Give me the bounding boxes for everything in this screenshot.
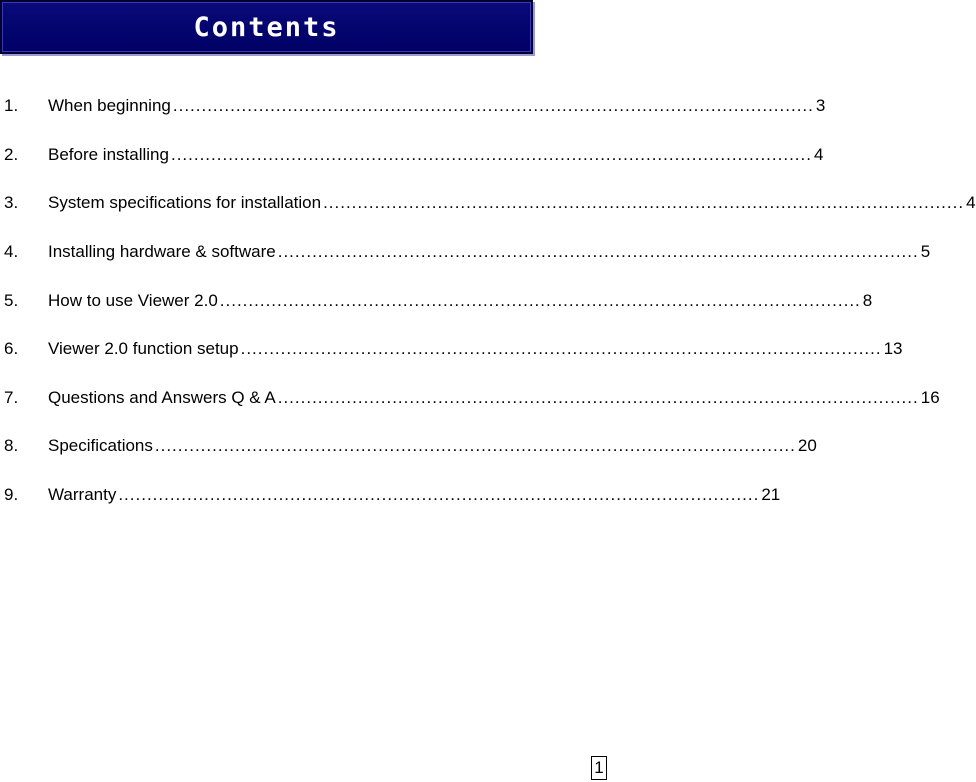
toc-entry-label: Warranty (48, 485, 117, 505)
toc-entry-page: 16 (920, 387, 940, 407)
toc-entry-label: How to use Viewer 2.0 (48, 290, 218, 310)
toc-entry (0, 374, 940, 423)
contents-title-banner (0, 0, 533, 54)
toc-entry-number: 4. (4, 242, 19, 262)
toc-dot-leader: ................................................................................................................ (170, 144, 812, 164)
toc-dot-leader: ................................................................................................................ (172, 96, 814, 116)
toc-entry-page: 8 (862, 290, 873, 310)
toc-entry-number: 7. (4, 387, 19, 407)
toc-entry-number: 8. (4, 436, 19, 456)
toc-entry-label: System specifications for installation (48, 193, 322, 213)
toc-entry (0, 179, 976, 228)
toc-dot-leader: ................................................................................................................ (277, 387, 919, 407)
toc-entry-number: 2. (4, 144, 19, 164)
toc-entry (0, 82, 826, 131)
toc-entry (0, 276, 873, 325)
toc-entry-label: Questions and Answers Q & A (48, 387, 276, 407)
toc-entry-number: 9. (4, 485, 19, 505)
toc-entry-page: 4 (966, 193, 976, 213)
toc-entry-page: 3 (815, 96, 826, 116)
toc-entry-line (48, 96, 826, 116)
toc-dot-leader: ................................................................................................................ (219, 290, 861, 310)
toc-entry (0, 131, 824, 180)
toc-entry-number: 5. (4, 290, 19, 310)
toc-entry-line (48, 144, 824, 165)
toc-entry-number: 1. (4, 96, 19, 116)
toc-entry-line (48, 242, 931, 262)
toc-entry-label: Viewer 2.0 function setup (48, 339, 239, 359)
toc-entry-page: 20 (797, 436, 817, 456)
toc-entry-line (48, 387, 940, 408)
toc-entry-label: Specifications (48, 436, 153, 456)
toc-entry (0, 471, 781, 520)
page-number: 1 (591, 756, 607, 780)
toc-entry (0, 228, 931, 277)
toc-entry-line (48, 290, 873, 311)
toc-dot-leader: ................................................................................................................ (323, 193, 965, 213)
toc-entry-number: 6. (4, 339, 19, 359)
page-title: Contents (193, 11, 340, 43)
toc-entry-page: 5 (920, 242, 931, 262)
toc-dot-leader: ................................................................................................................ (277, 242, 919, 262)
toc-entry-page: 21 (761, 485, 781, 505)
toc-entry-page: 4 (813, 144, 824, 164)
toc-entry-label: When beginning (48, 96, 171, 116)
toc-entry-line (48, 436, 817, 456)
toc-entry-label: Before installing (48, 144, 169, 164)
toc-entry-line (48, 193, 976, 213)
table-of-contents (0, 82, 976, 519)
toc-entry-line (48, 485, 781, 505)
toc-entry (0, 422, 817, 471)
toc-entry-page: 13 (883, 339, 903, 359)
toc-dot-leader: ................................................................................................................ (118, 485, 760, 505)
toc-entry-line (48, 339, 903, 359)
toc-dot-leader: ................................................................................................................ (240, 339, 882, 359)
toc-entry (0, 325, 903, 374)
toc-dot-leader: ................................................................................................................ (154, 436, 796, 456)
toc-entry-label: Installing hardware & software (48, 242, 276, 262)
toc-entry-number: 3. (4, 193, 19, 213)
